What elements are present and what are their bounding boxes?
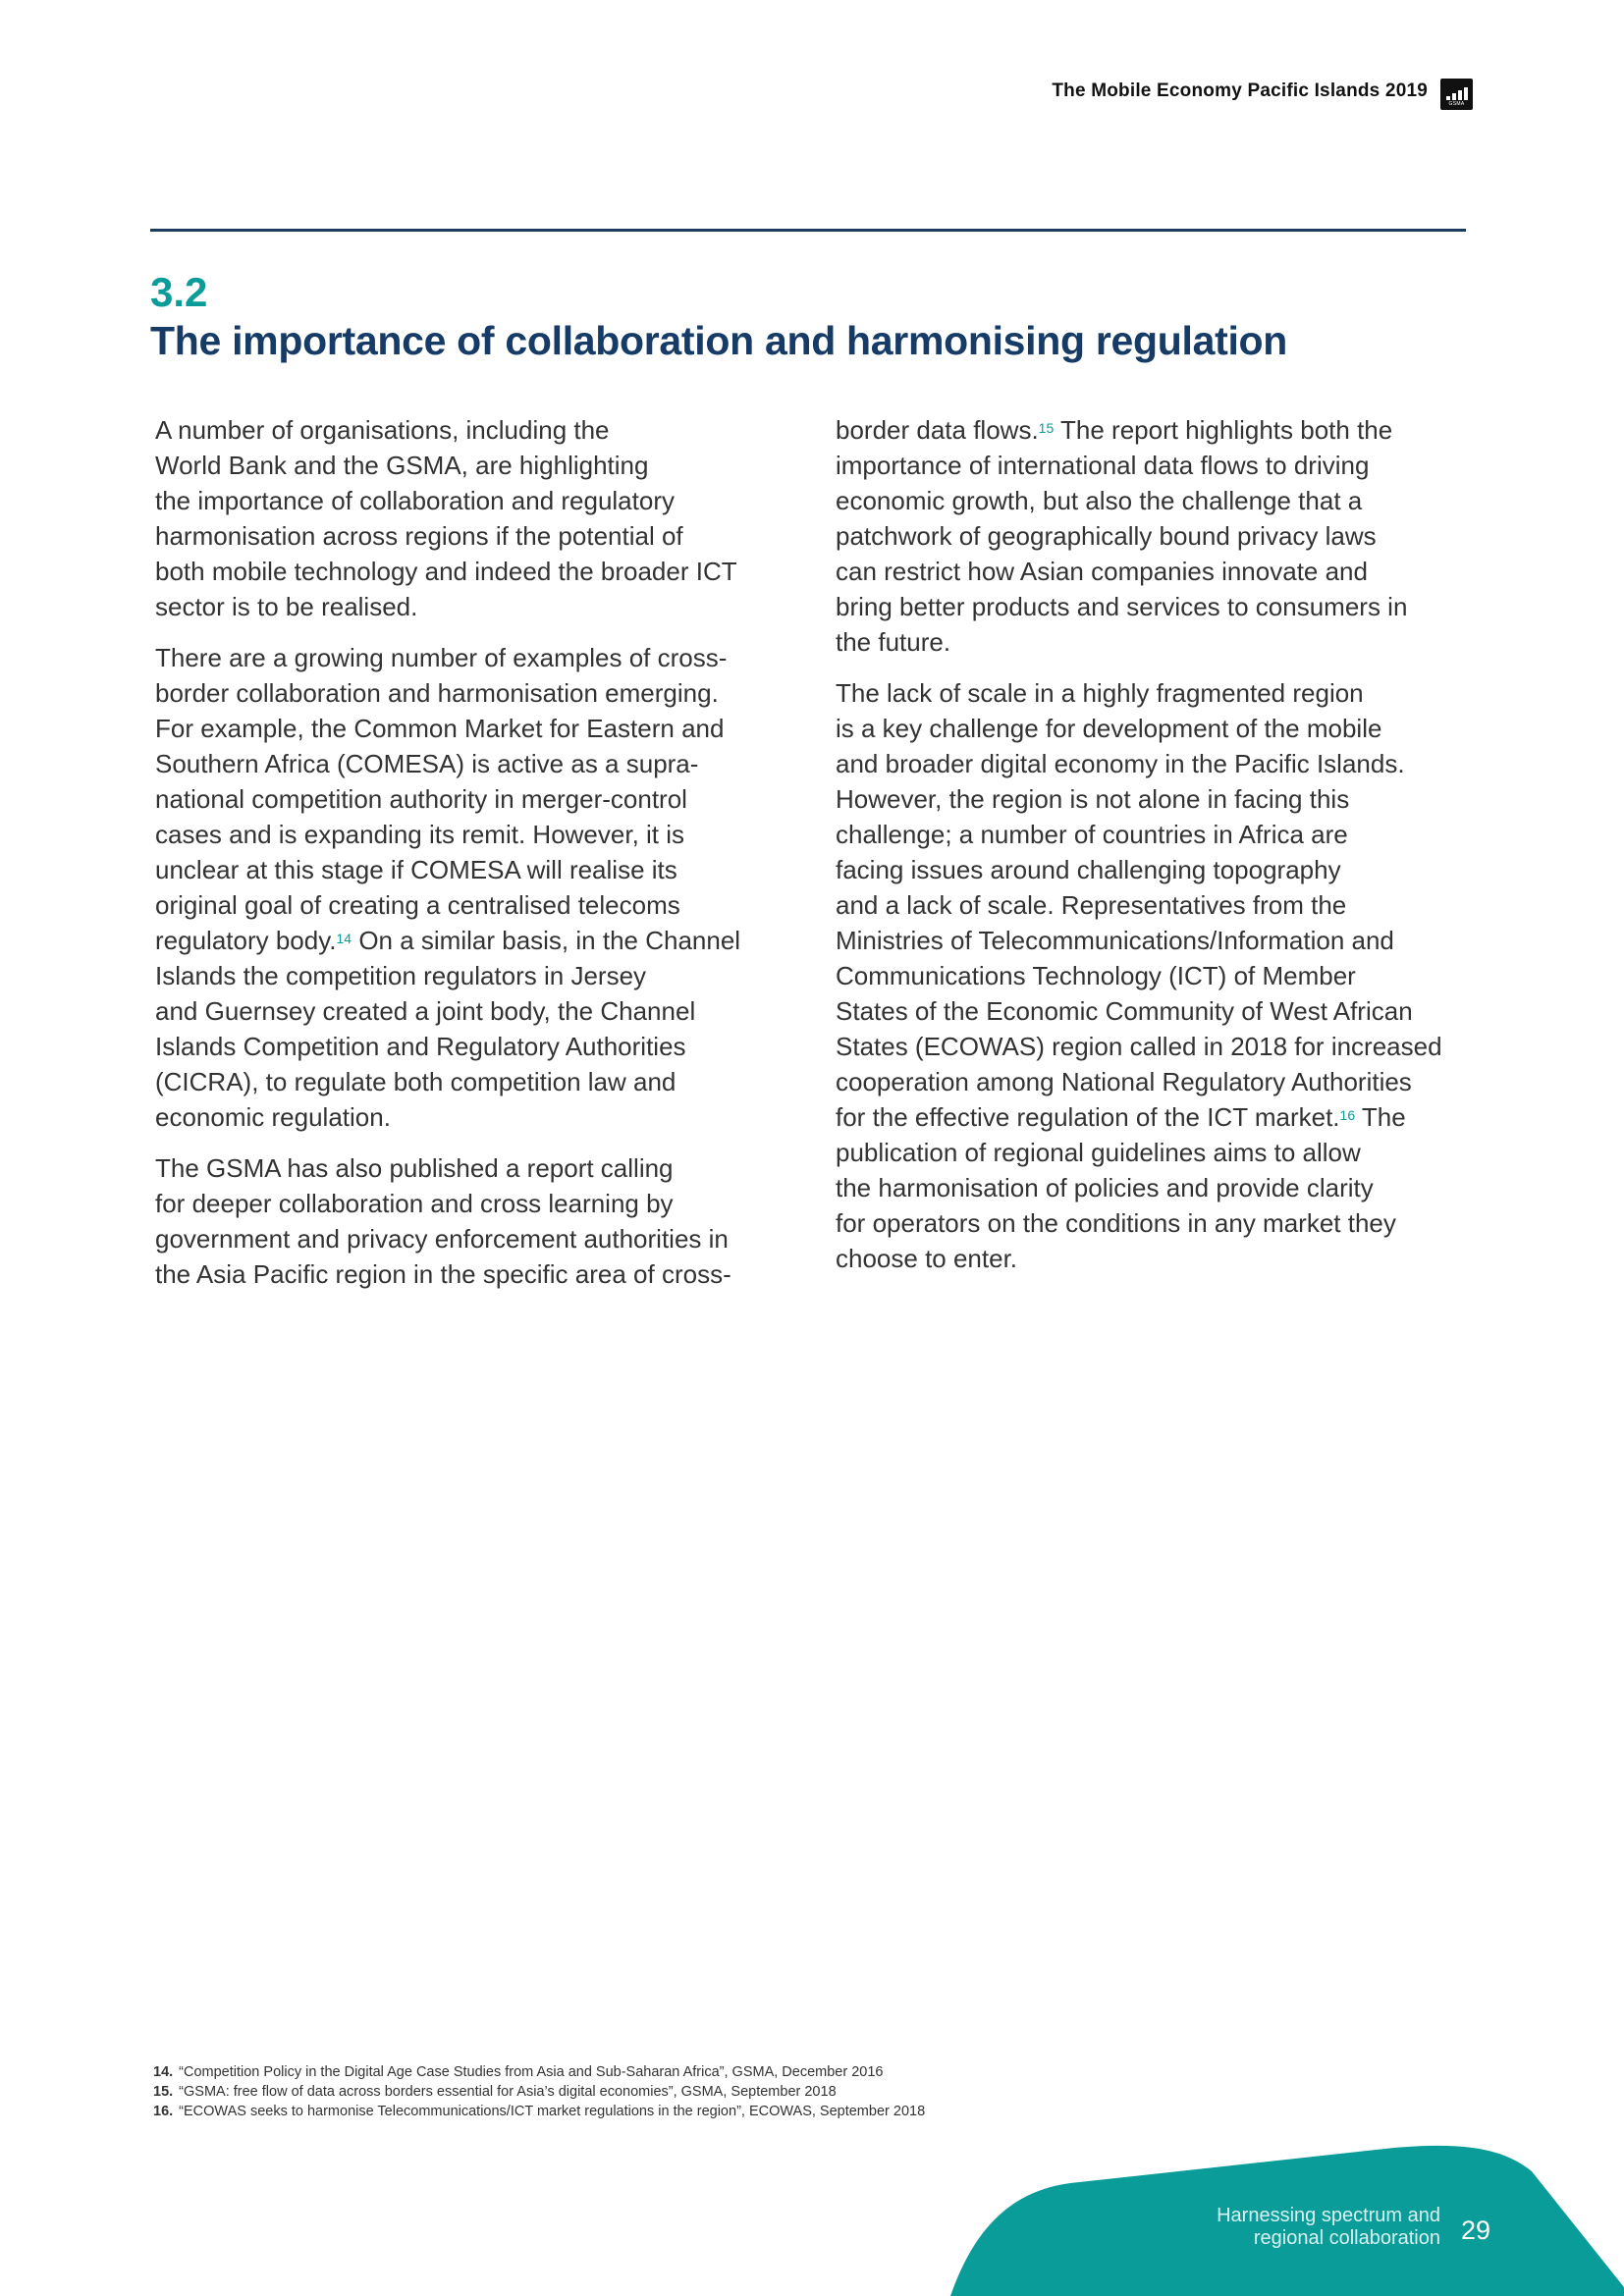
- text-line: harmonisation across regions if the potential of: [155, 521, 683, 551]
- footnote-text: “ECOWAS seeks to harmonise Telecommunications/ICT market regulations in the region”, ECOWAS, September 2018: [179, 2104, 926, 2119]
- text-fragment: On a similar basis, in the Channel: [352, 926, 741, 955]
- footnote-number: 16.: [153, 2104, 174, 2119]
- text-line: A number of organisations, including the: [155, 415, 610, 445]
- text-line: challenge; a number of countries in Africa are: [836, 820, 1348, 849]
- text-line: original goal of creating a centralised telecoms: [155, 890, 680, 920]
- text-line: importance of international data flows to driving: [836, 451, 1370, 480]
- text-line: economic growth, but also the challenge that a: [836, 486, 1363, 515]
- footer-section-label: [1217, 2205, 1440, 2250]
- text-line: both mobile technology and indeed the broader ICT: [155, 557, 737, 586]
- footnote-number: 15.: [153, 2084, 174, 2100]
- footnote-number: 14.: [153, 2064, 174, 2080]
- text-line: cases and is expanding its remit. However, it is: [155, 820, 685, 849]
- text-fragment: border data flows.: [836, 415, 1039, 445]
- text-line: border collaboration and harmonisation emerging.: [155, 678, 719, 708]
- text-fragment: The report highlights both the: [1054, 415, 1393, 445]
- footnote-ref-15[interactable]: 15: [1038, 420, 1055, 436]
- text-line: For example, the Common Market for Eastern and: [155, 714, 725, 743]
- footer-section-line: regional collaboration: [1253, 2227, 1440, 2249]
- text-line: Islands Competition and Regulatory Authorities: [155, 1032, 686, 1061]
- footnote-ref-16[interactable]: 16: [1339, 1107, 1356, 1123]
- text-line: Communications Technology (ICT) of Member: [836, 961, 1356, 990]
- text-line: (CICRA), to regulate both competition law and: [155, 1067, 677, 1096]
- text-line: publication of regional guidelines aims to allow: [836, 1138, 1361, 1167]
- text-line: the importance of collaboration and regulatory: [155, 486, 675, 515]
- section-number: 3.2: [150, 269, 208, 315]
- text-line: Ministries of Telecommunications/Information and: [836, 926, 1394, 955]
- text-line: the future.: [836, 627, 951, 657]
- gsma-logo-text: GSMA: [1448, 101, 1465, 107]
- text-line: economic regulation.: [155, 1102, 391, 1132]
- text-line: The GSMA has also published a report calling: [155, 1153, 674, 1183]
- text-line: the harmonisation of policies and provide clarity: [836, 1173, 1374, 1202]
- text-line: for operators on the conditions in any market they: [836, 1208, 1396, 1238]
- text-line: facing issues around challenging topography: [836, 855, 1341, 884]
- text-line: and a lack of scale. Representatives from the: [836, 890, 1347, 920]
- text-line: States of the Economic Community of West African: [836, 996, 1413, 1026]
- text-line: However, the region is not alone in facing this: [836, 784, 1350, 814]
- text-line: can restrict how Asian companies innovate and: [836, 557, 1368, 586]
- text-line: There are a growing number of examples of cross-: [155, 643, 728, 672]
- text-line: World Bank and the GSMA, are highlighting: [155, 451, 649, 480]
- text-line: sector is to be realised.: [155, 592, 418, 621]
- text-line: for deeper collaboration and cross learning by: [155, 1189, 674, 1218]
- text-line: bring better products and services to consumers in: [836, 592, 1408, 621]
- text-line: cooperation among National Regulatory Authorities: [836, 1067, 1412, 1096]
- footer-section-line: Harnessing spectrum and: [1217, 2205, 1440, 2226]
- text-line: Islands the competition regulators in Jersey: [155, 961, 647, 990]
- text-line: and Guernsey created a joint body, the Channel: [155, 996, 696, 1026]
- text-line: Southern Africa (COMESA) is active as a supra-: [155, 749, 699, 778]
- text-line: patchwork of geographically bound privacy laws: [836, 521, 1377, 551]
- text-line: The lack of scale in a highly fragmented region: [836, 678, 1364, 708]
- footnote-text: “GSMA: free flow of data across borders essential for Asia’s digital economies”, GSMA, September 2018: [179, 2084, 837, 2100]
- text-line: and broader digital economy in the Pacific Islands.: [836, 749, 1405, 778]
- text-line: the Asia Pacific region in the specific area of cross-: [155, 1259, 731, 1289]
- text-line: States (ECOWAS) region called in 2018 for increased: [836, 1032, 1442, 1061]
- text-line: unclear at this stage if COMESA will realise its: [155, 855, 677, 884]
- text-line: national competition authority in merger-control: [155, 784, 687, 814]
- text-fragment: for the effective regulation of the ICT market.: [836, 1102, 1340, 1132]
- section-title: The importance of collaboration and harmonising regulation: [150, 318, 1288, 363]
- text-fragment: regulatory body.: [155, 926, 337, 955]
- running-header-title: The Mobile Economy Pacific Islands 2019: [1052, 80, 1428, 101]
- text-line: government and privacy enforcement authorities in: [155, 1224, 729, 1254]
- text-line: is a key challenge for development of the mobile: [836, 714, 1382, 743]
- text-fragment: The: [1355, 1102, 1406, 1132]
- footnote-ref-14[interactable]: 14: [336, 931, 352, 946]
- page-number: 29: [1461, 2216, 1491, 2245]
- footnote-text: “Competition Policy in the Digital Age Case Studies from Asia and Sub-Saharan Africa”, GSMA, December 2016: [179, 2064, 884, 2080]
- text-line: choose to enter.: [836, 1244, 1018, 1273]
